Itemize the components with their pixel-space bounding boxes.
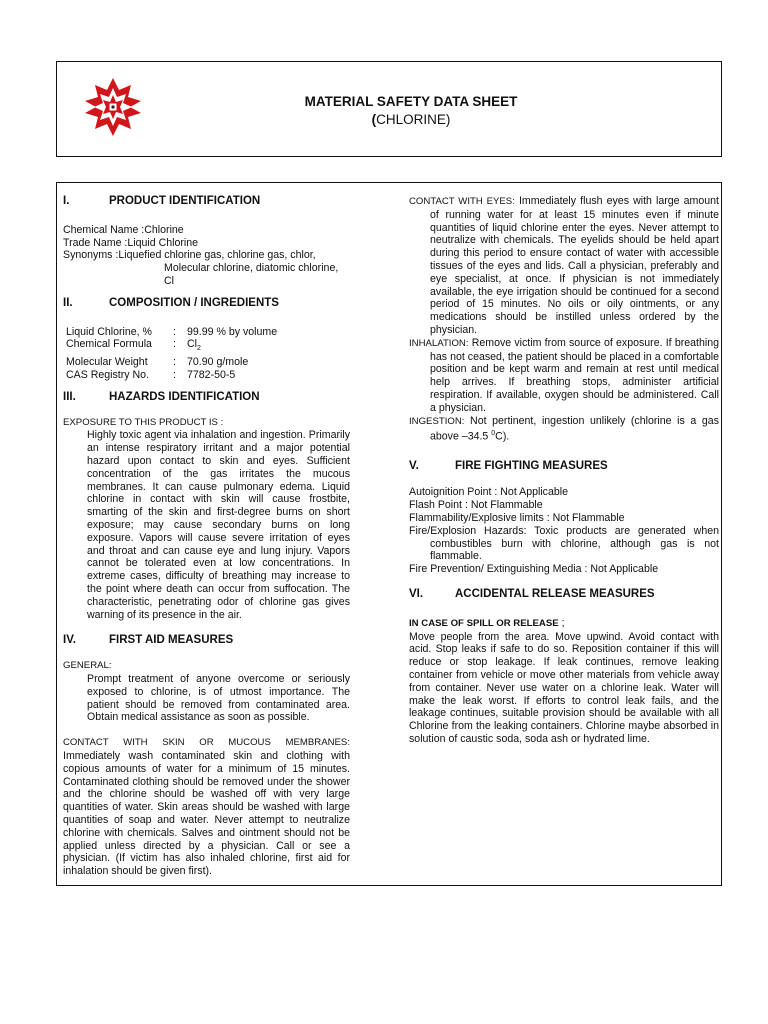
composition-row: Liquid Chlorine, % : 99.99 % by volume	[66, 325, 278, 338]
section-2-heading: II. COMPOSITION / INGREDIENTS	[63, 296, 279, 309]
section-6-heading: VI. ACCIDENTAL RELEASE MEASURES	[409, 588, 655, 601]
section-3-heading: III. HAZARDS IDENTIFICATION	[63, 390, 260, 403]
ingestion-text: INGESTION: Not pertinent, ingestion unlikely (chlorine is a gas above –34.5 $^0$C).	[409, 414, 719, 443]
section-4-heading: IV. FIRST AID MEASURES	[63, 634, 234, 647]
section-1-heading: I. PRODUCT IDENTIFICATION	[63, 195, 261, 207]
fire-line: Autoignition Point : Not Applicable	[409, 486, 569, 499]
composition-table	[63, 326, 350, 382]
composition-row: CAS Registry No. : 7782-50-5	[66, 369, 236, 382]
eye-contact-text: CONTACT WITH EYES: Immediately flush eyes with large amount of running water for at least 15 minutes even if minute quantities of liquid chlorine enter the eyes. Never attempt to neutralize with chemicals. The eyelids should be held apart during this period to ensure contact of water with accessible tissues of the eyes and lids. Call a physician, preferably and eye specialist, at once. If physician is not immediately available, the eye irrigation should be continued for a second period of 15 minutes. No oils or oily ointments, or any medications should be instilled unless ordered by the physician.	[409, 195, 719, 336]
general-label: GENERAL:	[63, 660, 112, 672]
document-title: MATERIAL SAFETY DATA SHEET	[304, 94, 518, 109]
section-5-heading: V. FIRE FIGHTING MEASURES	[409, 459, 608, 472]
fire-line: Fire/Explosion Hazards: Toxic products are generated when combustibles burn with chlorine, although gas is not flammable.	[409, 524, 719, 563]
exposure-text: Highly toxic agent via inhalation and ingestion. Primarily an intense respiratory irritant and a major potential hazard upon contact to skin and eyes. Sufficient concentration of the gas irritates the mucous membranes. It can cause pulmonary edema. Liquid chlorine in contact with skin will cause frostbite, smarting of the skin and first-degree burns on short exposure; may cause secondary burns on long exposure. Vapors will cause severe irritation of eyes and throat and can cause eye and lung injury. Vapors cannot be tolerated even at low concentrations. In extreme cases, difficulty of breathing may increase to the point where death can occur from suffocation. The characteristic, penetrating odor of chlorine gas gives warning of its presence in the air.	[87, 429, 350, 621]
fire-line: Flammability/Explosive limits : Not Flammable	[409, 512, 625, 525]
chemical-name-row: Chemical Name : Chlorine	[63, 223, 184, 236]
composition-row: Chemical Formula : $Cl_2$	[66, 338, 201, 353]
right-column	[409, 195, 719, 746]
inhalation-text: INHALATION: Remove victim from source of exposure. If breathing has not ceased, the patient should be placed in a comfortable position and be kept warm and remain at rest until medical help arrives. If breathing stops, administer artificial respiration. If available, oxygen should be administered. Call a physician.	[409, 336, 719, 414]
general-text: Prompt treatment of anyone overcome or seriously exposed to chlorine, is of utmost importance. The patient should be removed from contaminated area. Obtain medical assistance as soon as possible.	[87, 673, 350, 724]
spill-text: Move people from the area. Move upwind. Avoid contact with acid. Stop leaks if safe to do so. Reposition container if this will reduce or stop leakage. If leak continues, remove leaking container from vehicle or move other materials from vehicle away from container. Never use water on a chlorine leak. Water will make the leak worst. If efforts to control leak fails, and the leakage continues, suitable provision should be available with all Chlorine from the leaking containers. Chlorine maybe absorbed in solution of caustic soda, soda ash or hydrated lime.	[409, 630, 719, 746]
fire-line: Fire Prevention/ Extinguishing Media : Not Applicable	[409, 563, 659, 576]
synonyms-continued: Molecular chlorine, diatomic chlorine, Cl	[164, 262, 339, 287]
company-logo-icon	[82, 76, 144, 138]
spill-label: IN CASE OF SPILL OR RELEASE ;	[409, 616, 565, 629]
composition-row: Molecular Weight : 70.90 g/mole	[66, 356, 249, 369]
trade-name-row: Trade Name : Liquid Chlorine	[63, 236, 199, 249]
fire-line: Flash Point : Not Flammable	[409, 499, 543, 512]
skin-contact-text: CONTACT WITH SKIN OR MUCOUS MEMBRANES: Immediately wash contaminated skin and clothing with copious amounts of water for a minimum of 15 minutes. Contaminated clothing should be removed under the shower and the chlorine should be washed off with very large quantities of water. Skin areas should be washed with large quantities of soap and water. Never attempt to neutralize chlorine with chemicals. Salves and ointment should not be applied unless directed by a physician. Call or see a physician. (If victim has also inhaled chlorine, first aid for inhalation should be given first).	[63, 737, 350, 878]
left-column	[63, 190, 350, 878]
exposure-label: EXPOSURE TO THIS PRODUCT IS :	[63, 416, 224, 428]
document-subtitle: (CHLORINE)	[371, 112, 451, 127]
synonyms-row: Synonyms : Liquefied chlorine gas, chlorine gas, chlor,	[63, 249, 316, 262]
